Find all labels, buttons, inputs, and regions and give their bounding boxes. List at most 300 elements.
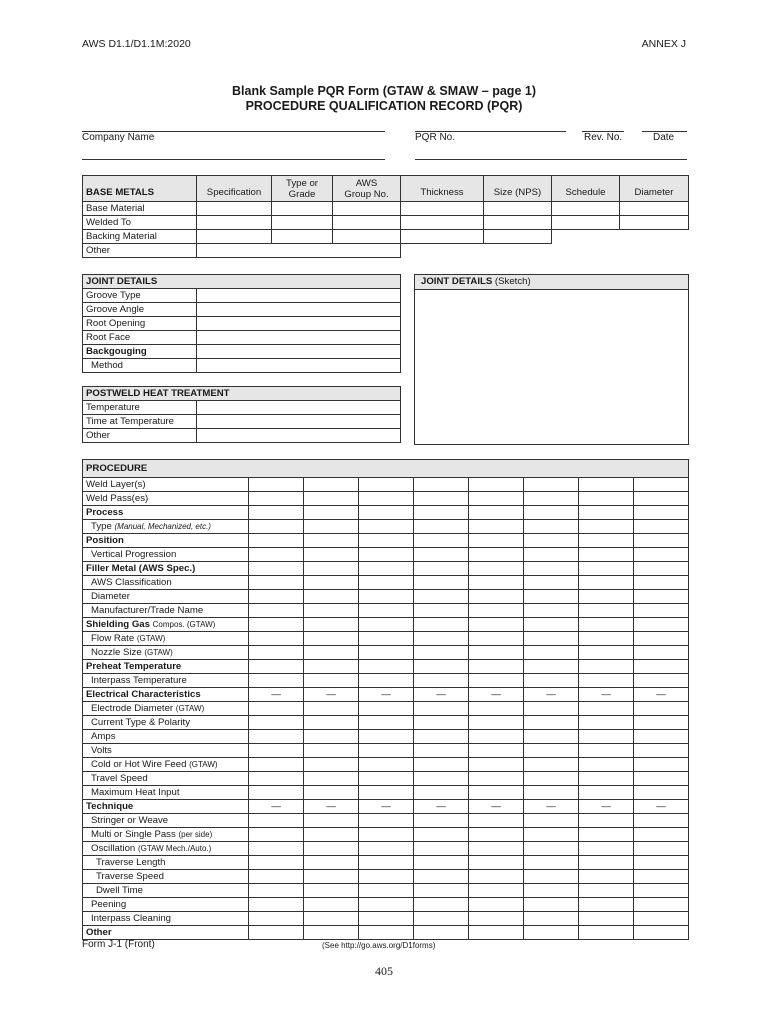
procedure-cell[interactable] bbox=[414, 744, 469, 758]
procedure-cell[interactable] bbox=[359, 520, 414, 534]
procedure-cell[interactable] bbox=[579, 632, 634, 646]
procedure-cell[interactable] bbox=[414, 660, 469, 674]
date-label: Date bbox=[653, 132, 675, 143]
procedure-row bbox=[83, 884, 689, 898]
procedure-row-label: Traverse Length bbox=[83, 856, 249, 870]
procedure-cell[interactable] bbox=[524, 646, 579, 660]
procedure-cell[interactable] bbox=[469, 702, 524, 716]
procedure-cell[interactable] bbox=[579, 814, 634, 828]
procedure-cell[interactable] bbox=[524, 548, 579, 562]
procedure-cell[interactable] bbox=[469, 520, 524, 534]
procedure-cell[interactable] bbox=[469, 870, 524, 884]
forms-link[interactable]: (See http://go.aws.org/D1forms) bbox=[322, 941, 436, 950]
procedure-cell[interactable] bbox=[359, 856, 414, 870]
procedure-cell[interactable] bbox=[249, 576, 304, 590]
procedure-cell[interactable] bbox=[634, 548, 689, 562]
procedure-cell[interactable] bbox=[359, 534, 414, 548]
procedure-cell[interactable] bbox=[359, 660, 414, 674]
procedure-cell[interactable] bbox=[414, 646, 469, 660]
procedure-cell[interactable] bbox=[304, 534, 359, 548]
procedure-cell[interactable] bbox=[524, 604, 579, 618]
procedure-cell[interactable] bbox=[249, 590, 304, 604]
procedure-cell[interactable] bbox=[414, 786, 469, 800]
procedure-cell[interactable] bbox=[634, 646, 689, 660]
procedure-row-label: Shielding Gas Compos. (GTAW) bbox=[83, 618, 249, 632]
procedure-cell[interactable] bbox=[579, 492, 634, 506]
procedure-cell[interactable] bbox=[524, 884, 579, 898]
procedure-cell[interactable] bbox=[414, 618, 469, 632]
procedure-cell[interactable] bbox=[579, 660, 634, 674]
procedure-cell[interactable] bbox=[304, 520, 359, 534]
procedure-cell[interactable] bbox=[249, 716, 304, 730]
col-thickness: Thickness bbox=[401, 176, 484, 202]
procedure-cell[interactable] bbox=[579, 674, 634, 688]
procedure-cell[interactable] bbox=[579, 576, 634, 590]
procedure-row-label: Position bbox=[83, 534, 249, 548]
procedure-cell[interactable] bbox=[524, 814, 579, 828]
procedure-cell[interactable] bbox=[524, 632, 579, 646]
procedure-cell[interactable] bbox=[524, 926, 579, 940]
procedure-cell[interactable] bbox=[469, 492, 524, 506]
procedure-cell[interactable] bbox=[469, 758, 524, 772]
procedure-cell[interactable] bbox=[579, 786, 634, 800]
procedure-row-label: AWS Classification bbox=[83, 576, 249, 590]
procedure-cell[interactable] bbox=[579, 506, 634, 520]
procedure-cell[interactable] bbox=[359, 842, 414, 856]
procedure-cell[interactable] bbox=[469, 534, 524, 548]
procedure-cell[interactable] bbox=[359, 772, 414, 786]
procedure-row-label: Process bbox=[83, 506, 249, 520]
row-root-face: Root Face bbox=[83, 331, 197, 345]
procedure-cell[interactable] bbox=[579, 730, 634, 744]
procedure-cell[interactable] bbox=[469, 660, 524, 674]
procedure-cell[interactable] bbox=[524, 674, 579, 688]
procedure-cell[interactable] bbox=[304, 674, 359, 688]
company-name-line-2[interactable] bbox=[82, 159, 385, 160]
procedure-cell[interactable] bbox=[579, 898, 634, 912]
procedure-cell[interactable] bbox=[414, 562, 469, 576]
procedure-cell[interactable] bbox=[414, 884, 469, 898]
procedure-cell[interactable] bbox=[359, 926, 414, 940]
procedure-row bbox=[83, 576, 689, 590]
procedure-row bbox=[83, 870, 689, 884]
procedure-cell[interactable] bbox=[304, 884, 359, 898]
procedure-cell[interactable] bbox=[414, 912, 469, 926]
procedure-cell[interactable] bbox=[414, 730, 469, 744]
procedure-cell[interactable] bbox=[359, 632, 414, 646]
procedure-cell[interactable] bbox=[304, 786, 359, 800]
procedure-cell[interactable] bbox=[304, 842, 359, 856]
procedure-cell[interactable] bbox=[524, 478, 579, 492]
procedure-cell[interactable] bbox=[249, 534, 304, 548]
procedure-cell[interactable] bbox=[414, 702, 469, 716]
procedure-cell[interactable] bbox=[304, 702, 359, 716]
procedure-cell[interactable] bbox=[524, 856, 579, 870]
procedure-cell[interactable] bbox=[359, 674, 414, 688]
procedure-cell[interactable] bbox=[634, 912, 689, 926]
procedure-cell[interactable] bbox=[414, 548, 469, 562]
procedure-cell[interactable] bbox=[304, 912, 359, 926]
procedure-cell[interactable] bbox=[414, 716, 469, 730]
procedure-cell[interactable] bbox=[304, 772, 359, 786]
procedure-cell[interactable] bbox=[634, 856, 689, 870]
procedure-cell[interactable] bbox=[359, 786, 414, 800]
procedure-cell[interactable] bbox=[249, 926, 304, 940]
procedure-cell[interactable] bbox=[579, 646, 634, 660]
procedure-cell[interactable] bbox=[524, 870, 579, 884]
procedure-cell[interactable] bbox=[524, 534, 579, 548]
procedure-cell[interactable] bbox=[359, 828, 414, 842]
procedure-cell[interactable] bbox=[359, 548, 414, 562]
row-groove-angle: Groove Angle bbox=[83, 303, 197, 317]
procedure-cell[interactable] bbox=[469, 548, 524, 562]
procedure-cell: — bbox=[414, 688, 469, 702]
procedure-cell[interactable] bbox=[249, 562, 304, 576]
procedure-cell[interactable] bbox=[469, 856, 524, 870]
procedure-cell[interactable] bbox=[304, 870, 359, 884]
procedure-cell[interactable] bbox=[634, 744, 689, 758]
procedure-cell[interactable] bbox=[579, 604, 634, 618]
procedure-cell[interactable] bbox=[359, 702, 414, 716]
procedure-cell[interactable] bbox=[469, 604, 524, 618]
procedure-cell[interactable] bbox=[359, 730, 414, 744]
procedure-cell[interactable] bbox=[304, 898, 359, 912]
procedure-row-label: Diameter bbox=[83, 590, 249, 604]
procedure-cell: — bbox=[249, 800, 304, 814]
procedure-cell[interactable] bbox=[304, 632, 359, 646]
procedure-row-label: Oscillation (GTAW Mech./Auto.) bbox=[83, 842, 249, 856]
procedure-cell[interactable] bbox=[304, 576, 359, 590]
procedure-cell[interactable] bbox=[249, 912, 304, 926]
procedure-cell[interactable] bbox=[249, 856, 304, 870]
procedure-row-label: Interpass Cleaning bbox=[83, 912, 249, 926]
procedure-cell[interactable] bbox=[634, 506, 689, 520]
procedure-cell[interactable] bbox=[524, 492, 579, 506]
procedure-cell[interactable] bbox=[634, 786, 689, 800]
procedure-cell[interactable] bbox=[524, 744, 579, 758]
procedure-cell[interactable] bbox=[359, 758, 414, 772]
procedure-cell[interactable] bbox=[524, 842, 579, 856]
procedure-cell[interactable] bbox=[249, 646, 304, 660]
procedure-cell[interactable] bbox=[414, 520, 469, 534]
procedure-cell[interactable] bbox=[414, 898, 469, 912]
procedure-cell[interactable] bbox=[579, 842, 634, 856]
procedure-cell[interactable] bbox=[634, 870, 689, 884]
procedure-cell[interactable] bbox=[469, 562, 524, 576]
procedure-cell[interactable] bbox=[469, 646, 524, 660]
procedure-cell[interactable] bbox=[359, 604, 414, 618]
procedure-cell[interactable] bbox=[414, 506, 469, 520]
procedure-cell[interactable] bbox=[414, 814, 469, 828]
procedure-cell[interactable] bbox=[249, 492, 304, 506]
procedure-cell[interactable] bbox=[249, 758, 304, 772]
procedure-cell: — bbox=[359, 688, 414, 702]
procedure-cell[interactable] bbox=[634, 534, 689, 548]
procedure-row bbox=[83, 814, 689, 828]
procedure-cell[interactable] bbox=[524, 562, 579, 576]
procedure-cell[interactable] bbox=[579, 912, 634, 926]
procedure-cell[interactable] bbox=[634, 814, 689, 828]
procedure-row bbox=[83, 492, 689, 506]
procedure-cell[interactable] bbox=[634, 520, 689, 534]
procedure-cell[interactable] bbox=[634, 884, 689, 898]
procedure-cell[interactable] bbox=[524, 590, 579, 604]
procedure-cell[interactable] bbox=[359, 814, 414, 828]
procedure-cell[interactable] bbox=[524, 716, 579, 730]
procedure-cell[interactable] bbox=[249, 814, 304, 828]
procedure-cell[interactable] bbox=[634, 898, 689, 912]
procedure-cell[interactable] bbox=[249, 828, 304, 842]
procedure-cell[interactable] bbox=[304, 744, 359, 758]
procedure-cell[interactable] bbox=[469, 576, 524, 590]
procedure-cell[interactable] bbox=[524, 828, 579, 842]
procedure-cell[interactable] bbox=[469, 674, 524, 688]
procedure-row bbox=[83, 632, 689, 646]
procedure-cell[interactable] bbox=[414, 604, 469, 618]
procedure-cell[interactable] bbox=[469, 716, 524, 730]
procedure-cell[interactable] bbox=[249, 730, 304, 744]
procedure-cell[interactable] bbox=[304, 730, 359, 744]
row-welded-to: Welded To bbox=[83, 216, 197, 230]
procedure-cell[interactable] bbox=[304, 618, 359, 632]
procedure-cell[interactable] bbox=[634, 660, 689, 674]
procedure-cell[interactable] bbox=[579, 772, 634, 786]
procedure-cell[interactable] bbox=[579, 548, 634, 562]
procedure-cell[interactable] bbox=[579, 716, 634, 730]
procedure-cell[interactable] bbox=[579, 478, 634, 492]
procedure-cell[interactable] bbox=[469, 786, 524, 800]
procedure-cell[interactable] bbox=[414, 828, 469, 842]
procedure-cell[interactable] bbox=[634, 716, 689, 730]
col-schedule: Schedule bbox=[552, 176, 620, 202]
procedure-cell[interactable] bbox=[469, 632, 524, 646]
procedure-cell[interactable] bbox=[524, 912, 579, 926]
procedure-cell[interactable] bbox=[249, 674, 304, 688]
procedure-cell[interactable] bbox=[414, 576, 469, 590]
procedure-cell[interactable] bbox=[469, 744, 524, 758]
row-backing-material: Backing Material bbox=[83, 230, 197, 244]
form-number: Form J-1 (Front) bbox=[82, 939, 155, 950]
procedure-cell: — bbox=[524, 800, 579, 814]
pqr-no-label: PQR No. bbox=[415, 132, 456, 143]
procedure-cell[interactable] bbox=[579, 856, 634, 870]
procedure-cell[interactable] bbox=[469, 478, 524, 492]
procedure-cell[interactable] bbox=[304, 478, 359, 492]
procedure-row bbox=[83, 856, 689, 870]
procedure-row-label: Multi or Single Pass (per side) bbox=[83, 828, 249, 842]
procedure-row-label: Preheat Temperature bbox=[83, 660, 249, 674]
procedure-cell[interactable] bbox=[249, 604, 304, 618]
procedure-cell[interactable] bbox=[524, 520, 579, 534]
row-pwht-other: Other bbox=[83, 429, 197, 443]
procedure-cell[interactable] bbox=[524, 576, 579, 590]
procedure-cell[interactable] bbox=[469, 842, 524, 856]
procedure-cell[interactable] bbox=[634, 926, 689, 940]
procedure-cell[interactable] bbox=[469, 926, 524, 940]
procedure-cell[interactable] bbox=[634, 590, 689, 604]
col-specification: Specification bbox=[197, 176, 272, 202]
procedure-cell[interactable] bbox=[469, 506, 524, 520]
procedure-cell[interactable] bbox=[249, 506, 304, 520]
procedure-cell[interactable] bbox=[524, 786, 579, 800]
procedure-cell[interactable] bbox=[634, 674, 689, 688]
procedure-row-label: Maximum Heat Input bbox=[83, 786, 249, 800]
procedure-cell[interactable] bbox=[249, 632, 304, 646]
procedure-cell[interactable] bbox=[249, 744, 304, 758]
procedure-cell[interactable] bbox=[634, 618, 689, 632]
procedure-cell[interactable] bbox=[249, 660, 304, 674]
procedure-cell[interactable] bbox=[304, 562, 359, 576]
procedure-cell[interactable] bbox=[634, 632, 689, 646]
procedure-row-label: Volts bbox=[83, 744, 249, 758]
procedure-cell[interactable] bbox=[579, 884, 634, 898]
procedure-cell[interactable] bbox=[359, 912, 414, 926]
procedure-cell[interactable] bbox=[359, 562, 414, 576]
procedure-cell[interactable] bbox=[249, 702, 304, 716]
procedure-cell[interactable] bbox=[359, 870, 414, 884]
procedure-cell[interactable] bbox=[524, 730, 579, 744]
procedure-row bbox=[83, 674, 689, 688]
procedure-cell[interactable] bbox=[414, 632, 469, 646]
procedure-cell[interactable] bbox=[249, 772, 304, 786]
procedure-cell[interactable] bbox=[579, 520, 634, 534]
procedure-cell[interactable] bbox=[304, 926, 359, 940]
pwht-table bbox=[82, 386, 401, 443]
procedure-cell[interactable] bbox=[579, 870, 634, 884]
procedure-cell[interactable] bbox=[249, 548, 304, 562]
procedure-cell[interactable] bbox=[634, 772, 689, 786]
procedure-row bbox=[83, 716, 689, 730]
base-metals-table bbox=[82, 175, 689, 258]
procedure-cell[interactable] bbox=[249, 478, 304, 492]
procedure-cell[interactable] bbox=[414, 674, 469, 688]
procedure-cell[interactable] bbox=[304, 604, 359, 618]
procedure-cell[interactable] bbox=[414, 772, 469, 786]
procedure-cell[interactable] bbox=[634, 478, 689, 492]
procedure-heading: PROCEDURE bbox=[83, 460, 689, 478]
procedure-cell[interactable] bbox=[579, 702, 634, 716]
procedure-cell[interactable] bbox=[359, 478, 414, 492]
procedure-cell[interactable] bbox=[304, 506, 359, 520]
procedure-cell[interactable] bbox=[469, 618, 524, 632]
procedure-cell[interactable] bbox=[304, 856, 359, 870]
procedure-cell[interactable] bbox=[414, 842, 469, 856]
procedure-cell[interactable] bbox=[359, 744, 414, 758]
procedure-cell[interactable] bbox=[469, 828, 524, 842]
procedure-cell[interactable] bbox=[634, 702, 689, 716]
procedure-cell[interactable] bbox=[579, 926, 634, 940]
procedure-cell[interactable] bbox=[579, 562, 634, 576]
procedure-cell[interactable] bbox=[634, 576, 689, 590]
procedure-cell[interactable] bbox=[359, 884, 414, 898]
procedure-cell[interactable] bbox=[524, 702, 579, 716]
procedure-cell[interactable] bbox=[579, 828, 634, 842]
procedure-cell[interactable] bbox=[414, 478, 469, 492]
col-aws-group: AWS Group No. bbox=[333, 176, 401, 202]
procedure-cell[interactable] bbox=[359, 492, 414, 506]
procedure-cell[interactable] bbox=[359, 898, 414, 912]
procedure-cell[interactable] bbox=[524, 758, 579, 772]
procedure-cell[interactable] bbox=[579, 534, 634, 548]
procedure-cell[interactable] bbox=[304, 646, 359, 660]
procedure-row-label: Weld Pass(es) bbox=[83, 492, 249, 506]
procedure-cell[interactable] bbox=[359, 576, 414, 590]
procedure-cell[interactable] bbox=[359, 590, 414, 604]
procedure-cell[interactable] bbox=[579, 744, 634, 758]
procedure-cell[interactable] bbox=[304, 548, 359, 562]
procedure-row-label: Travel Speed bbox=[83, 772, 249, 786]
procedure-cell[interactable] bbox=[249, 786, 304, 800]
joint-details-table bbox=[82, 274, 401, 373]
procedure-cell[interactable] bbox=[634, 604, 689, 618]
procedure-cell[interactable] bbox=[579, 758, 634, 772]
procedure-cell[interactable] bbox=[249, 884, 304, 898]
procedure-cell[interactable] bbox=[634, 562, 689, 576]
procedure-cell[interactable] bbox=[414, 926, 469, 940]
procedure-cell[interactable] bbox=[414, 492, 469, 506]
procedure-cell[interactable] bbox=[249, 870, 304, 884]
procedure-cell[interactable] bbox=[304, 828, 359, 842]
procedure-cell[interactable] bbox=[579, 618, 634, 632]
procedure-row-label: Stringer or Weave bbox=[83, 814, 249, 828]
procedure-cell[interactable] bbox=[359, 506, 414, 520]
procedure-cell[interactable] bbox=[469, 912, 524, 926]
procedure-cell[interactable] bbox=[469, 590, 524, 604]
procedure-cell[interactable] bbox=[304, 716, 359, 730]
procedure-cell[interactable] bbox=[414, 534, 469, 548]
procedure-cell[interactable] bbox=[524, 772, 579, 786]
row-other: Other bbox=[83, 244, 197, 258]
procedure-cell[interactable] bbox=[634, 842, 689, 856]
procedure-row bbox=[83, 590, 689, 604]
procedure-cell[interactable] bbox=[469, 884, 524, 898]
procedure-cell[interactable] bbox=[524, 506, 579, 520]
procedure-cell[interactable] bbox=[249, 842, 304, 856]
procedure-cell[interactable] bbox=[304, 590, 359, 604]
procedure-cell[interactable] bbox=[304, 758, 359, 772]
procedure-cell[interactable] bbox=[249, 618, 304, 632]
procedure-cell[interactable] bbox=[249, 898, 304, 912]
procedure-cell[interactable] bbox=[524, 618, 579, 632]
procedure-cell[interactable] bbox=[414, 758, 469, 772]
procedure-row-label: Nozzle Size (GTAW) bbox=[83, 646, 249, 660]
pqr-no-line-2[interactable] bbox=[415, 159, 687, 160]
procedure-cell[interactable] bbox=[414, 856, 469, 870]
procedure-cell[interactable] bbox=[469, 772, 524, 786]
procedure-cell[interactable] bbox=[304, 814, 359, 828]
procedure-cell[interactable] bbox=[634, 492, 689, 506]
procedure-cell[interactable] bbox=[579, 590, 634, 604]
row-root-opening: Root Opening bbox=[83, 317, 197, 331]
procedure-cell[interactable] bbox=[469, 814, 524, 828]
joint-sketch-box[interactable] bbox=[414, 274, 689, 445]
procedure-cell[interactable] bbox=[414, 590, 469, 604]
procedure-cell[interactable] bbox=[634, 828, 689, 842]
procedure-cell[interactable] bbox=[359, 716, 414, 730]
procedure-cell[interactable] bbox=[524, 660, 579, 674]
procedure-cell[interactable] bbox=[304, 660, 359, 674]
procedure-cell[interactable] bbox=[469, 898, 524, 912]
procedure-cell[interactable] bbox=[304, 492, 359, 506]
procedure-cell[interactable] bbox=[634, 730, 689, 744]
procedure-cell[interactable] bbox=[359, 646, 414, 660]
procedure-cell[interactable] bbox=[414, 870, 469, 884]
procedure-cell[interactable] bbox=[634, 758, 689, 772]
procedure-cell[interactable] bbox=[359, 618, 414, 632]
procedure-cell[interactable] bbox=[524, 898, 579, 912]
procedure-cell[interactable] bbox=[469, 730, 524, 744]
procedure-cell[interactable] bbox=[249, 520, 304, 534]
